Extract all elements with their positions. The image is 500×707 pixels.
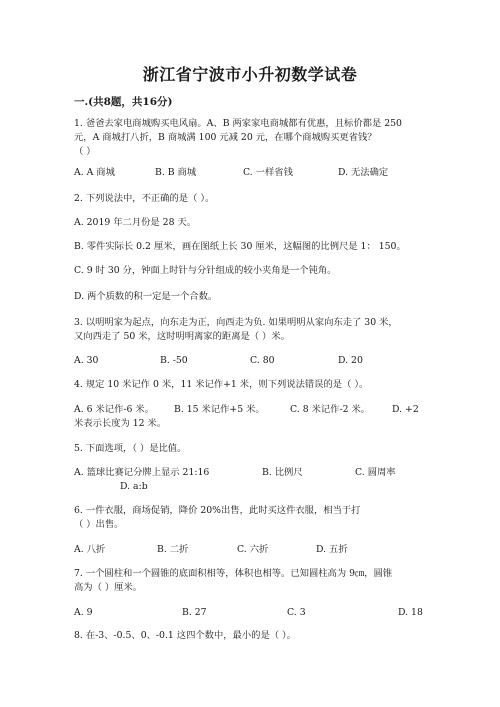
- q3-line-1: 3. 以明明家为起点，向东走为正，向西走为负. 如果明明从家向东走了 30 米，: [74, 317, 398, 328]
- q6-option-b: B. 二折: [157, 544, 189, 555]
- q7-option-d: D. 18: [398, 607, 423, 618]
- q2-item-b: B. 零件实际长 0.2 厘米，画在图纸上长 30 厘米，这幅图的比例尺是 1： 150。: [74, 241, 406, 252]
- q6-line-1: 6. 一件衣服，商场促销，降价 20%出售，此时买这件衣服，相当于打: [74, 505, 361, 516]
- q7-line-2: 高为（ ）厘米。: [74, 582, 143, 593]
- q2-item-c: C. 9 时 30 分，钟面上时针与分针组成的较小夹角是一个钝角。: [74, 265, 337, 276]
- q5-option-d: D. a:b: [120, 481, 148, 492]
- q6-option-c: C. 六折: [237, 544, 269, 555]
- q4-option-d: D. +2: [392, 404, 419, 415]
- exam-title: 浙江省宁波市小升初数学试卷: [142, 65, 358, 84]
- q7-line-1: 7. 一个圆柱和一个圆锥的底面积相等，体积也相等。已知圆柱高为 9㎝，圆锥: [74, 568, 393, 579]
- q1-option-d: D. 无法确定: [338, 167, 389, 178]
- q4-stem: 4. 规定 10 米记作 0 米，11 米记作+1 米，则下列说法错误的是（ ）。: [74, 379, 369, 390]
- q3-option-a: A. 30: [74, 355, 99, 366]
- q3-option-c: C. 80: [250, 355, 275, 366]
- q1-line-2: 元，A 商城打八折，B 商城满 100 元减 20 元，在哪个商城购买更省钱？: [74, 132, 377, 143]
- q7-option-c: C. 3: [287, 607, 306, 618]
- q2-item-a: A. 2019 年二月份是 28 天。: [74, 217, 197, 228]
- q4-option-d-continuation: 米表示长度为 12 米。: [74, 418, 167, 429]
- q3-option-d: D. 20: [338, 355, 363, 366]
- q8-stem: 8. 在-3、-0.5、0、-0.1 这四个数中，最小的是（ ）。: [74, 630, 296, 641]
- q1-line-3: （ ）: [74, 146, 96, 157]
- q5-stem: 5. 下面选项，（ ）是比值。: [74, 443, 187, 454]
- q7-option-b: B. 27: [182, 607, 207, 618]
- q4-option-c: C. 8 米记作-2 米。: [290, 404, 371, 415]
- q6-line-2: （ ）出售。: [74, 519, 124, 530]
- q1-line-1: 1. 爸爸去家电商城购买电风扇。A、B 两家家电商城都有优惠，且标价都是 250: [74, 118, 402, 129]
- q1-option-b: B. B 商城: [155, 167, 197, 178]
- q7-option-a: A. 9: [74, 607, 93, 618]
- q2-stem: 2. 下列说法中，不正确的是（ ）。: [74, 193, 215, 204]
- q4-option-b: B. 15 米记作+5 米。: [174, 404, 265, 415]
- q2-item-d: D. 两个质数的积一定是一个合数。: [74, 291, 218, 302]
- section-heading: 一.(共8题，共16分): [74, 96, 173, 108]
- q5-option-c: C. 圆周率: [355, 467, 396, 478]
- q5-option-b: B. 比例尺: [262, 467, 303, 478]
- q1-option-c: C. 一样省钱: [243, 167, 293, 178]
- q1-option-a: A. A 商城: [74, 167, 115, 178]
- q6-option-a: A. 八折: [74, 544, 106, 555]
- q4-option-a: A. 6 米记作-6 米。: [74, 404, 154, 415]
- q6-option-d: D. 五折: [316, 544, 348, 555]
- q3-line-2: 又向西走了 50 米，这时明明离家的距离是（ ）米。: [74, 331, 290, 342]
- q3-option-b: B. -50: [160, 355, 188, 366]
- q5-option-a: A. 篮球比赛记分牌上显示 21:16: [74, 467, 210, 478]
